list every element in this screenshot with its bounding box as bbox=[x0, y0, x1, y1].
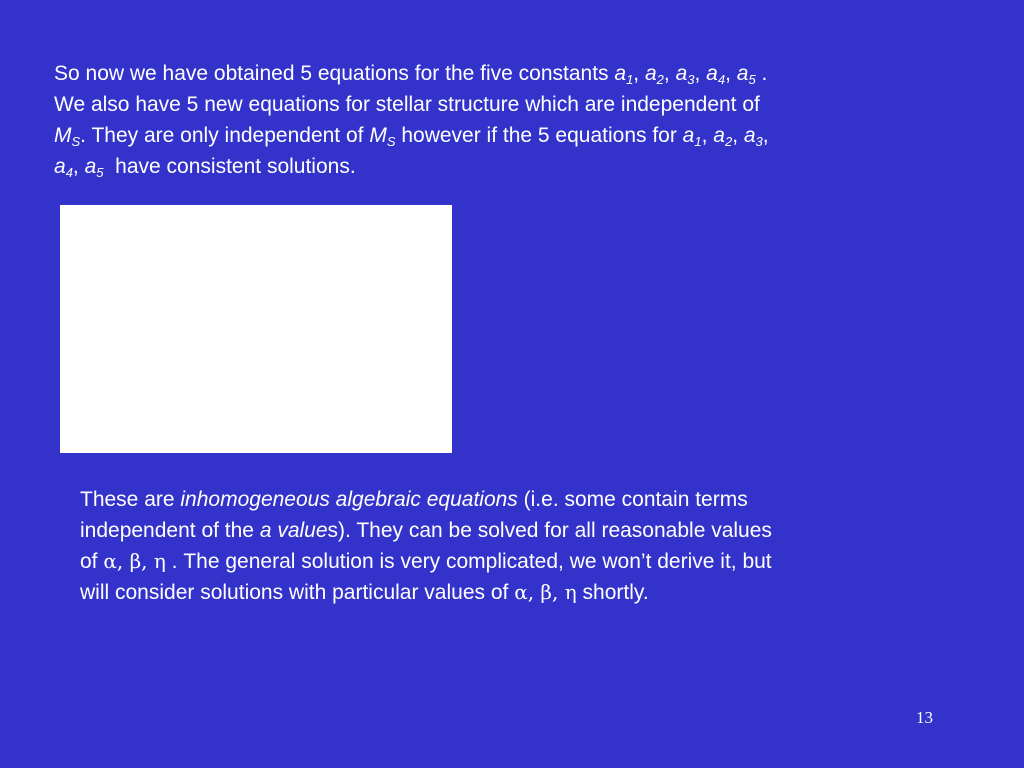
var-a: a bbox=[84, 155, 97, 178]
explanation-line-3 bbox=[80, 546, 772, 577]
explanation-text: (i.e. some contain terms bbox=[517, 488, 748, 511]
subscript: 2 bbox=[656, 72, 664, 87]
emphasis-text: inhomogeneous algebraic equations bbox=[180, 488, 518, 511]
intro-paragraph bbox=[54, 58, 769, 182]
var-a: a bbox=[743, 124, 756, 147]
greek-symbols: α, β, η bbox=[514, 580, 577, 604]
var-a: a bbox=[736, 62, 749, 85]
var-m: M bbox=[369, 124, 387, 147]
blank-image-area bbox=[60, 205, 452, 453]
subscript: 3 bbox=[755, 134, 763, 149]
intro-text: So now we have obtained 5 equations for the five constants bbox=[54, 62, 615, 85]
intro-text: We also have 5 new equations for stellar structure which are independent of bbox=[54, 93, 760, 116]
explanation-paragraph bbox=[80, 484, 772, 608]
comma: , bbox=[725, 62, 737, 85]
emphasis-text: a value bbox=[259, 519, 328, 542]
subscript: 5 bbox=[96, 165, 104, 180]
page-number: 13 bbox=[916, 708, 933, 727]
var-a: a bbox=[54, 155, 66, 178]
explanation-line-4 bbox=[80, 577, 772, 608]
explanation-text: of bbox=[80, 550, 104, 573]
explanation-text: will consider solutions with particular values of bbox=[80, 581, 515, 604]
comma: , bbox=[72, 155, 85, 178]
comma: , bbox=[701, 124, 714, 147]
intro-text: have consistent solutions. bbox=[103, 155, 356, 178]
subscript: 5 bbox=[748, 72, 756, 87]
var-a: a bbox=[706, 62, 718, 85]
comma: , bbox=[633, 62, 645, 85]
var-a: a bbox=[675, 62, 688, 85]
comma: , bbox=[762, 124, 769, 147]
period: . bbox=[755, 62, 768, 85]
comma: , bbox=[663, 62, 676, 85]
comma: , bbox=[732, 124, 744, 147]
var-a: a bbox=[682, 124, 695, 147]
subscript: S bbox=[71, 134, 81, 149]
subscript: S bbox=[386, 134, 396, 149]
explanation-text: . The general solution is very complicated, we won’t derive it, but bbox=[165, 550, 772, 573]
subscript: 3 bbox=[687, 72, 695, 87]
var-a: a bbox=[644, 62, 657, 85]
explanation-text: independent of the bbox=[80, 519, 260, 542]
subscript: 2 bbox=[724, 134, 733, 149]
var-a: a bbox=[713, 124, 725, 147]
comma: , bbox=[694, 62, 707, 85]
intro-text: . They are only independent of bbox=[80, 124, 370, 147]
intro-line-4 bbox=[54, 151, 769, 182]
subscript: 1 bbox=[626, 72, 634, 87]
explanation-text: shortly. bbox=[576, 581, 649, 604]
intro-line-2 bbox=[54, 89, 769, 120]
var-m: M bbox=[54, 124, 72, 147]
explanation-line-1 bbox=[80, 484, 772, 515]
explanation-line-2 bbox=[80, 515, 772, 546]
explanation-text: s). They can be solved for all reasonable values bbox=[327, 519, 772, 542]
intro-line-3 bbox=[54, 120, 769, 151]
subscript: 1 bbox=[694, 134, 702, 149]
var-a: a bbox=[614, 62, 627, 85]
intro-line-1 bbox=[54, 58, 769, 89]
intro-text: however if the 5 equations for bbox=[395, 124, 683, 147]
greek-symbols: α, β, η bbox=[103, 549, 166, 573]
explanation-text: These are bbox=[80, 488, 181, 511]
subscript: 4 bbox=[65, 165, 73, 180]
subscript: 4 bbox=[717, 72, 726, 87]
